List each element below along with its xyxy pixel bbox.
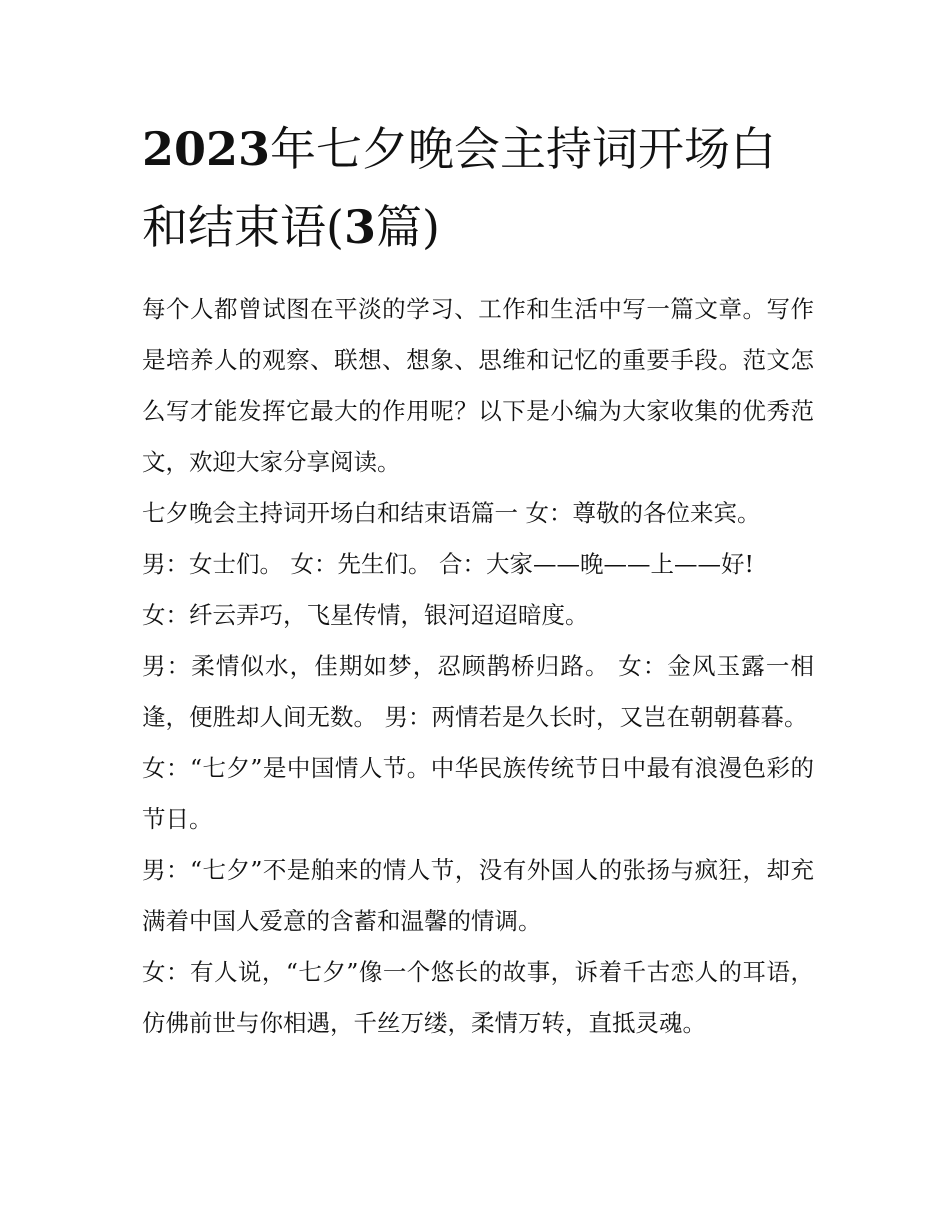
title-count: 3: [343, 200, 376, 254]
paragraph-1: 七夕晚会主持词开场白和结束语篇一 女：尊敬的各位来宾。: [142, 499, 761, 527]
document-title: [142, 110, 814, 266]
title-year: 2023: [142, 122, 271, 176]
paragraph-6: 男：“七夕”不是舶来的情人节，没有外国人的张扬与疯狂，却充满着中国人爱意的含蓄和温馨的情调。: [142, 856, 814, 935]
paragraph-intro: 每个人都曾试图在平淡的学习、工作和生活中写一篇文章。写作是培养人的观察、联想、想象、思维和记忆的重要手段。范文怎么写才能发挥它最大的作用呢？以下是小编为大家收集的优秀范文，欢迎大家分享阅读。: [142, 295, 814, 476]
paragraph-3: 女：纤云弄巧，飞星传情，银河迢迢暗度。: [142, 601, 589, 629]
title-suffix: 篇): [375, 200, 440, 254]
paragraph-7: 女：有人说，“七夕”像一个悠长的故事，诉着千古恋人的耳语，仿佛前世与你相遇，千丝万缕，柔情万转，直抵灵魂。: [142, 958, 814, 1037]
paragraph-5: 女：“七夕”是中国情人节。中华民族传统节日中最有浪漫色彩的节日。: [142, 754, 814, 833]
paragraph-2: 男：女士们。 女：先生们。 合：大家——晚——上——好!: [142, 550, 754, 578]
paragraph-4: 男：柔情似水，佳期如梦，忍顾鹊桥归路。 女：金风玉露一相逢，便胜却人间无数。 男：两情若是久长时，又岂在朝朝暮暮。: [142, 652, 814, 731]
title-text: 年七夕晚会主持词开场白和结束语(: [142, 122, 777, 254]
document-page: [142, 110, 814, 1049]
